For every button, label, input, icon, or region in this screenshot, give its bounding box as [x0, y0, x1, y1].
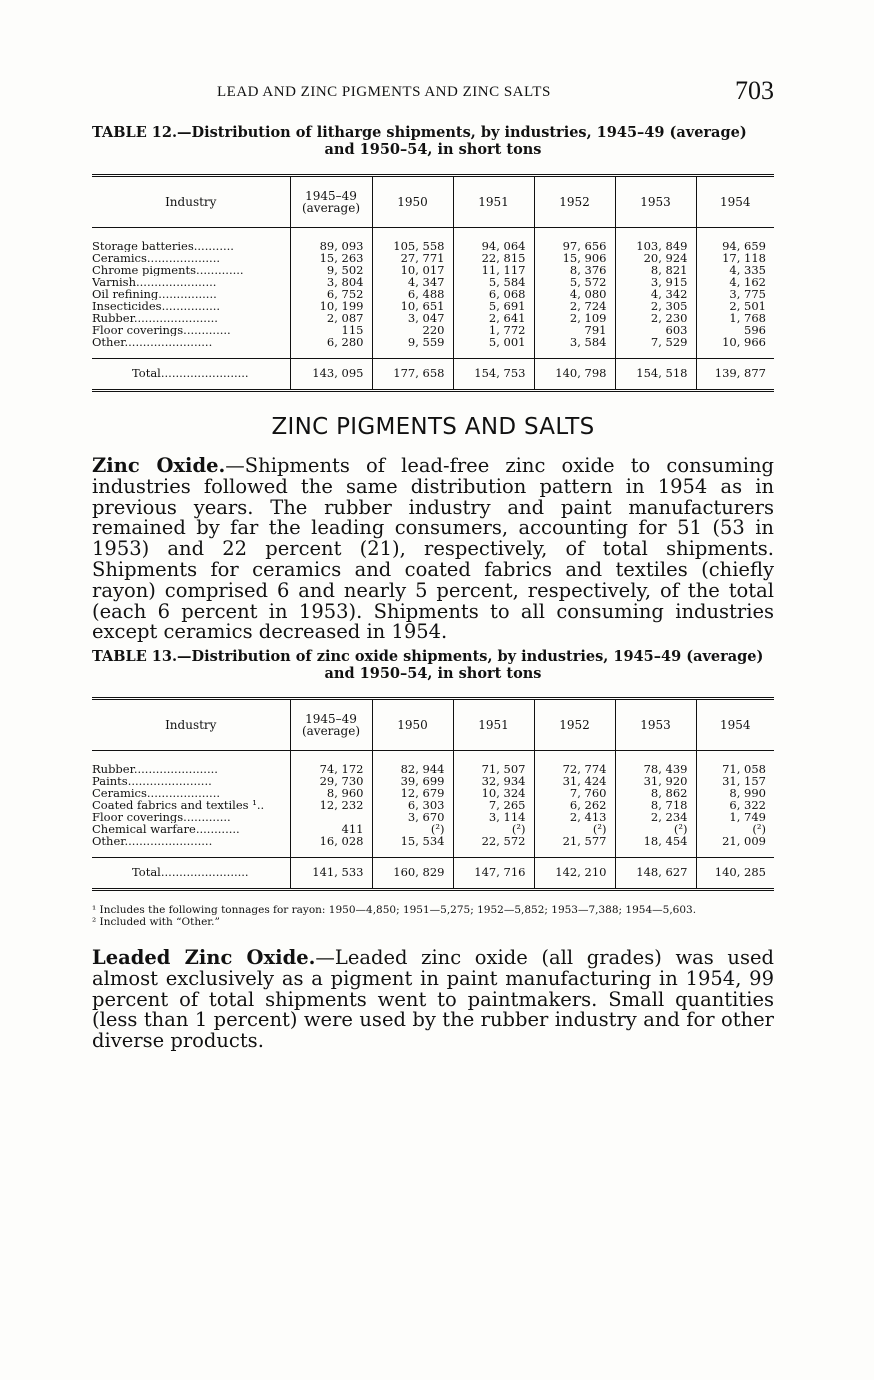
- table12-cell: 4, 335: [696, 264, 774, 276]
- table12-total-label: [92, 359, 290, 391]
- table13-total-cell: 140, 285: [696, 858, 774, 890]
- table12-cell: 2, 230: [615, 312, 696, 324]
- table12-cell: 22, 815: [453, 252, 534, 264]
- table13-cell: 6, 303: [372, 799, 453, 811]
- table12-total-row: [92, 359, 774, 391]
- table12-cell: 5, 572: [534, 276, 615, 288]
- table13-caption: [92, 648, 774, 682]
- table12-total: [92, 359, 774, 391]
- table12-cell: 10, 966: [696, 336, 774, 359]
- table13-row-industry: Paints: [92, 775, 128, 787]
- table12-cell: 10, 017: [372, 264, 453, 276]
- table12-total-text: Total: [132, 366, 161, 380]
- table13-row: [92, 835, 774, 858]
- table12-cell: 5, 584: [453, 276, 534, 288]
- table12-row-label: [92, 276, 290, 288]
- table12-cell: 94, 659: [696, 228, 774, 253]
- table12-header-cell: 1953: [615, 176, 696, 228]
- table13-header-cell: 1951: [453, 699, 534, 751]
- table12-row-industry: Oil refining: [92, 288, 159, 300]
- leader-dots: .............: [183, 324, 231, 336]
- table13-cell: 8, 990: [696, 787, 774, 799]
- table13-row-industry: Chemical warfare: [92, 823, 196, 835]
- table13-cell: 10, 324: [453, 787, 534, 799]
- table12-cell: 6, 752: [290, 288, 372, 300]
- table12-cell: 9, 559: [372, 336, 453, 359]
- table13-row-label: [92, 751, 290, 776]
- table13-cell: 32, 934: [453, 775, 534, 787]
- leader-dots: ................: [158, 288, 217, 300]
- table13-total-text: Total: [132, 865, 161, 879]
- table13-header-cell: 1945–49 (average): [290, 699, 372, 751]
- table13-row-industry: Ceramics: [92, 787, 147, 799]
- table13-cell: 74, 172: [290, 751, 372, 776]
- table13-cell: 7, 265: [453, 799, 534, 811]
- table12-cell: 27, 771: [372, 252, 453, 264]
- table12-cell: 1, 772: [453, 324, 534, 336]
- table12-cell: 2, 501: [696, 300, 774, 312]
- table13-cell: 78, 439: [615, 751, 696, 776]
- table13-header-cell: 1953: [615, 699, 696, 751]
- table12-cell: 94, 064: [453, 228, 534, 253]
- paragraph-zinc-oxide-text: —Shipments of lead-free zinc oxide to consuming industries followed the same distribution pattern in 1954 as in previous years. The rubber industry and paint manufacturers remained by far the leading consumers, accounting for 51 (53 in 1953) and 22 percent (21), respectively, of total shipments. Shipments for ceramics and coated fabrics and textiles (chiefly rayon) comprised 6 and nearly 5 percent, respectively, of the total (each 6 percent in 1953). Shipments to all consuming industries except ceramics decreased in 1954.: [92, 454, 774, 644]
- page-number: 703: [735, 76, 774, 105]
- running-head: [92, 76, 774, 106]
- table13-row-industry: Floor coverings: [92, 811, 184, 823]
- footnote-1: ¹ Includes the following tonnages for rayon: 1950—4,850; 1951—5,275; 1952—5,852; 1953—7,388; 1954—5,603.: [92, 904, 697, 916]
- table12-row-industry: Chrome pigments: [92, 264, 197, 276]
- table13-row-label: [92, 811, 290, 823]
- paragraph-zinc-oxide: [92, 456, 774, 643]
- table13-cell: 31, 157: [696, 775, 774, 787]
- table13-total-cell: 141, 533: [290, 858, 372, 890]
- leader-dots: ....................: [146, 252, 221, 264]
- table12-row-industry: Rubber: [92, 312, 134, 324]
- footnote-2: ² Included with “Other.”: [92, 916, 220, 928]
- table13-cell: 7, 760: [534, 787, 615, 799]
- table12-cell: 10, 651: [372, 300, 453, 312]
- table13-row-industry: Coated fabrics and textiles ¹: [92, 799, 257, 811]
- table12-row-industry: Insecticides: [92, 300, 162, 312]
- table13-row-industry: Rubber: [92, 762, 134, 775]
- table12-cell: 6, 068: [453, 288, 534, 300]
- table12-body: [92, 228, 774, 359]
- leader-dots: .............: [183, 811, 231, 823]
- table12-cell: 103, 849: [615, 228, 696, 253]
- running-head-title: LEAD AND ZINC PIGMENTS AND ZINC SALTS: [217, 84, 551, 100]
- table12-cell: 17, 118: [696, 252, 774, 264]
- table12-caption-line2: and 1950–54, in short tons: [324, 141, 542, 158]
- table13-cell: 22, 572: [453, 835, 534, 858]
- table12-row-label: [92, 300, 290, 312]
- table12-cell: 10, 199: [290, 300, 372, 312]
- table13-cell: 16, 028: [290, 835, 372, 858]
- table12-header-cell: 1952: [534, 176, 615, 228]
- table12-cell: 2, 641: [453, 312, 534, 324]
- table12-header: [92, 176, 774, 228]
- table13-total: [92, 858, 774, 890]
- table12-cell: 6, 280: [290, 336, 372, 359]
- table13-total-row: [92, 858, 774, 890]
- table12-cell: 115: [290, 324, 372, 336]
- table13-header-cell: Industry: [165, 718, 217, 732]
- table12-cell: 20, 924: [615, 252, 696, 264]
- paragraph-leaded-lead: Leaded Zinc Oxide.: [92, 946, 316, 969]
- leader-dots: ......................: [136, 276, 217, 288]
- table12-row-label: [92, 324, 290, 336]
- table13-cell: (²): [696, 823, 774, 835]
- table13-cell: 6, 322: [696, 799, 774, 811]
- table13-header-cell: 1954: [696, 699, 774, 751]
- table13-cell: 39, 699: [372, 775, 453, 787]
- table13-cell: (²): [534, 823, 615, 835]
- table12-cell: 11, 117: [453, 264, 534, 276]
- table13-cell: 3, 670: [372, 811, 453, 823]
- table12-cell: 6, 488: [372, 288, 453, 300]
- table12-row-industry: Floor coverings: [92, 324, 184, 336]
- table12-total-cell: 139, 877: [696, 359, 774, 391]
- table13-cell: 8, 960: [290, 787, 372, 799]
- table13-caption-line1: TABLE 13.—Distribution of zinc oxide shipments, by industries, 1945–49 (average): [92, 648, 764, 665]
- table13-row-label: [92, 775, 290, 787]
- table13-body: [92, 751, 774, 858]
- table12-total-cell: 177, 658: [372, 359, 453, 391]
- table12-caption-line1: TABLE 12.—Distribution of litharge shipments, by industries, 1945–49 (average): [92, 124, 747, 141]
- table12-header-cell: 1954: [696, 176, 774, 228]
- table12-cell: 15, 263: [290, 252, 372, 264]
- table12-header-cell: Industry: [165, 195, 217, 209]
- table12-cell: 4, 162: [696, 276, 774, 288]
- table13-header-cell: 1952: [534, 699, 615, 751]
- table12-cell: 15, 906: [534, 252, 615, 264]
- paragraph-leaded-text: —Leaded zinc oxide (all grades) was used almost exclusively as a pigment in paint manufacturing in 1954, 99 percent of total shipments went to paintmakers. Small quantities (less than 1 percent) were used by the rubber industry and for other diverse products.: [92, 946, 774, 1053]
- section-title: ZINC PIGMENTS AND SALTS: [271, 414, 595, 440]
- table13-cell: 12, 232: [290, 799, 372, 811]
- table13-header: [92, 699, 774, 751]
- table12-total-cell: 140, 798: [534, 359, 615, 391]
- table13-cell: 8, 718: [615, 799, 696, 811]
- table12-row-label: [92, 312, 290, 324]
- table13-cell: 1, 749: [696, 811, 774, 823]
- leader-dots: .......................: [133, 312, 218, 324]
- table12-cell: 2, 109: [534, 312, 615, 324]
- table13-total-cell: 160, 829: [372, 858, 453, 890]
- table12-cell: 105, 558: [372, 228, 453, 253]
- table13: [92, 697, 774, 891]
- table12-cell: 97, 656: [534, 228, 615, 253]
- leader-dots: ............: [195, 823, 240, 835]
- table13-cell: 2, 234: [615, 811, 696, 823]
- leader-dots: ..: [256, 799, 265, 811]
- table13-row-label: [92, 787, 290, 799]
- table13-row: [92, 751, 774, 776]
- leader-dots: ........................: [124, 835, 213, 848]
- table13-cell: 72, 774: [534, 751, 615, 776]
- table13-total-cell: 148, 627: [615, 858, 696, 890]
- table12-cell: 3, 775: [696, 288, 774, 300]
- table12-cell: 5, 691: [453, 300, 534, 312]
- table13-row-label: [92, 823, 290, 835]
- paragraph-zinc-oxide-lead: Zinc Oxide.: [92, 454, 226, 477]
- table12-cell: 4, 342: [615, 288, 696, 300]
- table12-row-label: [92, 252, 290, 264]
- table12-cell: 3, 915: [615, 276, 696, 288]
- table12-cell: 3, 584: [534, 336, 615, 359]
- table12-row: [92, 228, 774, 253]
- leader-dots: ...........: [193, 239, 234, 252]
- table12-row-label: [92, 288, 290, 300]
- leader-dots: ........................: [160, 366, 249, 380]
- table12-header-cell: 1950: [372, 176, 453, 228]
- table12-cell: 596: [696, 324, 774, 336]
- table12-cell: 4, 347: [372, 276, 453, 288]
- table12-row-industry: Ceramics: [92, 252, 147, 264]
- table12-row-label: [92, 264, 290, 276]
- leader-dots: ....................: [146, 787, 221, 799]
- table13-row-label: [92, 835, 290, 858]
- table13-cell: 8, 862: [615, 787, 696, 799]
- table13-total-label: [92, 858, 290, 890]
- table12-row-industry: Varnish: [92, 276, 136, 288]
- table13-total-cell: 142, 210: [534, 858, 615, 890]
- table12-total-cell: 154, 518: [615, 359, 696, 391]
- table12-cell: 7, 529: [615, 336, 696, 359]
- leader-dots: ........................: [124, 336, 213, 349]
- table13-header-cell: 1950: [372, 699, 453, 751]
- table12-cell: 3, 804: [290, 276, 372, 288]
- table13-row-industry: Other: [92, 835, 125, 848]
- table12-header-cell: 1945–49 (average): [290, 176, 372, 228]
- footnotes: [92, 904, 782, 928]
- leader-dots: .......................: [133, 762, 218, 775]
- table12-cell: 1, 768: [696, 312, 774, 324]
- table12-row-label: [92, 228, 290, 253]
- table12-total-cell: 143, 095: [290, 359, 372, 391]
- table13-cell: 18, 454: [615, 835, 696, 858]
- table13-cell: 71, 058: [696, 751, 774, 776]
- table13-cell: (²): [615, 823, 696, 835]
- paragraph-leaded-zinc-oxide: [92, 948, 774, 1052]
- table13-caption-line2: and 1950–54, in short tons: [324, 665, 542, 682]
- table12-header-cell: 1951: [453, 176, 534, 228]
- table12-cell: 2, 087: [290, 312, 372, 324]
- table13-cell: 21, 577: [534, 835, 615, 858]
- leader-dots: .............: [196, 264, 244, 276]
- table12-row-label: [92, 336, 290, 359]
- table13-cell: 31, 920: [615, 775, 696, 787]
- table12-cell: 220: [372, 324, 453, 336]
- table12-row: [92, 336, 774, 359]
- table12-caption: [92, 124, 774, 158]
- table12-cell: 9, 502: [290, 264, 372, 276]
- table13-cell: 2, 413: [534, 811, 615, 823]
- table13-row-label: [92, 799, 290, 811]
- table13-cell: 29, 730: [290, 775, 372, 787]
- table13-cell: 3, 114: [453, 811, 534, 823]
- table12-cell: 8, 821: [615, 264, 696, 276]
- table13-cell: 71, 507: [453, 751, 534, 776]
- table13-cell: 12, 679: [372, 787, 453, 799]
- leader-dots: ................: [161, 300, 221, 312]
- table13-cell: 82, 944: [372, 751, 453, 776]
- table12-cell: 8, 376: [534, 264, 615, 276]
- table13-cell: 31, 424: [534, 775, 615, 787]
- table13-cell: 21, 009: [696, 835, 774, 858]
- table12-cell: 2, 724: [534, 300, 615, 312]
- table12-row-industry: Storage batteries: [92, 239, 194, 252]
- table12-cell: 603: [615, 324, 696, 336]
- table13-cell: (²): [372, 823, 453, 835]
- table12-row-industry: Other: [92, 336, 125, 349]
- table13-cell: 6, 262: [534, 799, 615, 811]
- table13-cell: (²): [453, 823, 534, 835]
- table12: [92, 174, 774, 392]
- table12-cell: 5, 001: [453, 336, 534, 359]
- table12-cell: 791: [534, 324, 615, 336]
- leader-dots: ........................: [160, 865, 249, 879]
- table12-total-cell: 154, 753: [453, 359, 534, 391]
- table12-cell: 2, 305: [615, 300, 696, 312]
- table13-cell: 411: [290, 823, 372, 835]
- table13-cell: 15, 534: [372, 835, 453, 858]
- table12-cell: 3, 047: [372, 312, 453, 324]
- table12-cell: 89, 093: [290, 228, 372, 253]
- leader-dots: .......................: [127, 775, 212, 787]
- table13-total-cell: 147, 716: [453, 858, 534, 890]
- table12-cell: 4, 080: [534, 288, 615, 300]
